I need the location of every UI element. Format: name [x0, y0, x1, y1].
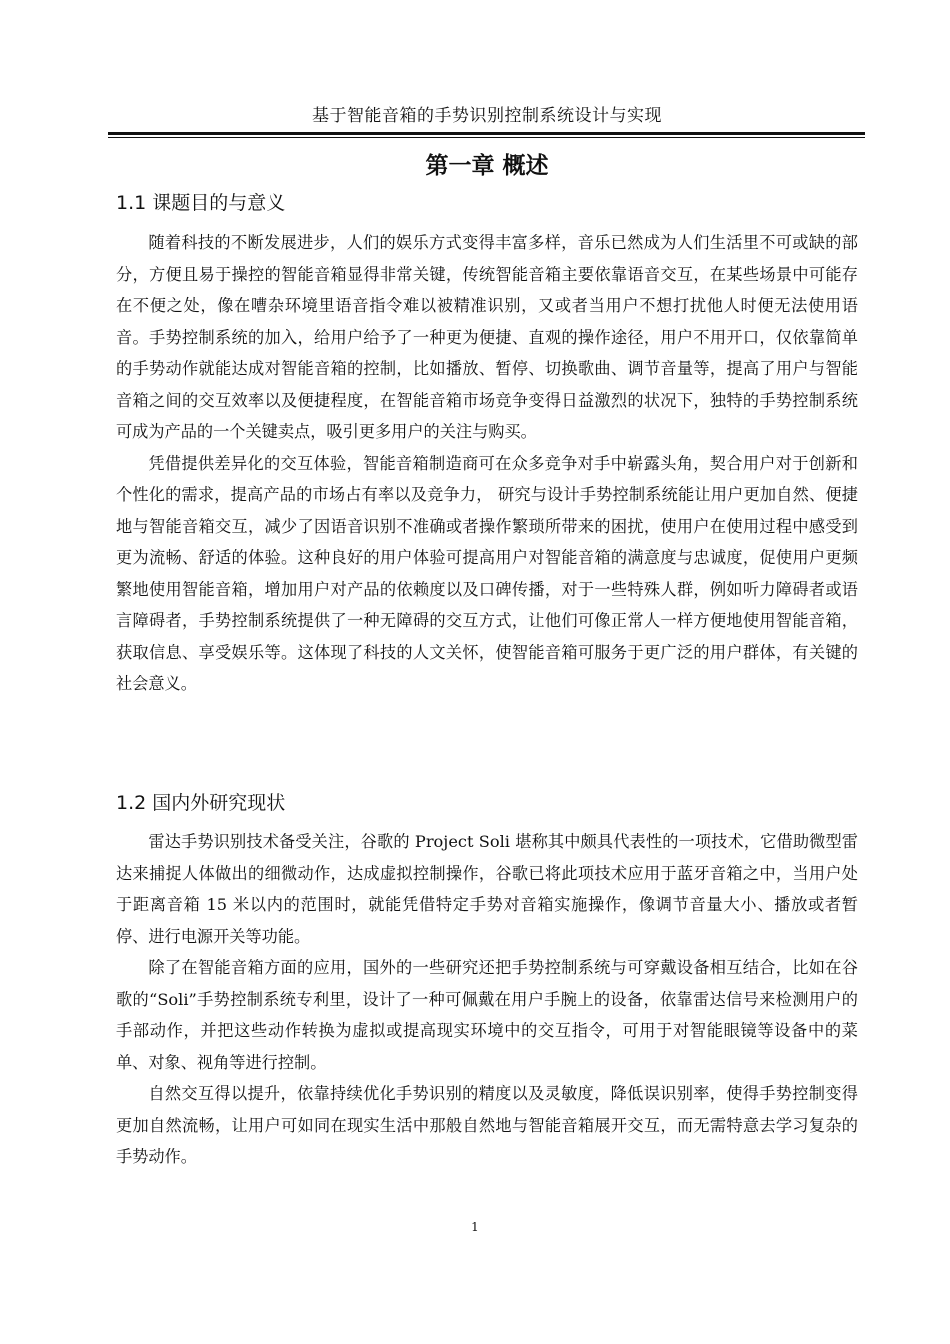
section-heading-1-1: 1.1 课题目的与意义: [116, 192, 286, 214]
running-header: 基于智能音箱的手势识别控制系统设计与实现: [312, 106, 662, 126]
paragraph: 凭借提供差异化的交互体验，智能音箱制造商可在众多竞争对手中崭露头角，契合用户对于创新和个性化的需求，提高产品的市场占有率以及竞争力， 研究与设计手势控制系统能让用户更加自然、便捷地与智能音箱交互，减少了因语音识别不准确或者操作繁琐所带来的困扰，使用户在使用过程中感受到更为流畅、舒适的体验。这种良好的用户体验可提高用户对智能音箱的满意度与忠诚度，促使用户更频繁地使用智能音箱，增加用户对产品的依赖度以及口碑传播，对于一些特殊人群，例如听力障碍者或语言障碍者，手势控制系统提供了一种无障碍的交互方式，让他们可像正常人一样方便地使用智能音箱，获取信息、享受娱乐等。这体现了科技的人文关怀，使智能音箱可服务于更广泛的用户群体，有关键的社会意义。: [116, 453, 858, 693]
paragraph: 自然交互得以提升，依靠持续优化手势识别的精度以及灵敏度，降低误识别率，使得手势控制变得更加自然流畅，让用户可如同在现实生活中那般自然地与智能音箱展开交互，而无需特意去学习复杂的手势动作。: [116, 1084, 858, 1166]
header-rule-thin: [108, 137, 865, 138]
paragraph: 随着科技的不断发展进步，人们的娱乐方式变得丰富多样，音乐已然成为人们生活里不可或缺的部分，方便且易于操控的智能音箱显得非常关键，传统智能音箱主要依靠语音交互，在某些场景中可能存在不便之处，像在嘈杂环境里语音指令难以被精准识别，又或者当用户不想打扰他人时便无法使用语音。手势控制系统的加入，给用户给予了一种更为便捷、直观的操作途径，用户不用开口，仅依靠简单的手势动作就能达成对智能音箱的控制，比如播放、暂停、切换歌曲、调节音量等，提高了用户与智能音箱之间的交互效率以及便捷程度，在智能音箱市场竞争变得日益激烈的状况下，独特的手势控制系统可成为产品的一个关键卖点，吸引更多用户的关注与购买。: [116, 233, 858, 441]
chapter-title: 第一章 概述: [425, 153, 549, 179]
section-body-1-2: [116, 826, 858, 1173]
section-body-1-1: [116, 227, 858, 700]
paragraph: 除了在智能音箱方面的应用，国外的一些研究还把手势控制系统与可穿戴设备相互结合，比如在谷歌的“Soli”手势控制系统专利里，设计了一种可佩戴在用户手腕上的设备，依靠雷达信号来检测用户的手部动作，并把这些动作转换为虚拟或提高现实环境中的交互指令，可用于对智能眼镜等设备中的菜单、对象、视角等进行控制。: [116, 958, 858, 1072]
header-rule-thick: [108, 132, 865, 135]
section-heading-1-2: 1.2 国内外研究现状: [116, 792, 286, 814]
page-number: 1: [471, 1220, 479, 1234]
paragraph: 雷达手势识别技术备受关注，谷歌的 Project Soli 堪称其中颇具代表性的一项技术，它借助微型雷达来捕捉人体做出的细微动作，达成虚拟控制操作，谷歌已将此项技术应用于蓝牙音箱之中，当用户处于距离音箱 15 米以内的范围时，就能凭借特定手势对音箱实施操作，像调节音量大小、播放或者暂停、进行电源开关等功能。: [116, 832, 858, 946]
